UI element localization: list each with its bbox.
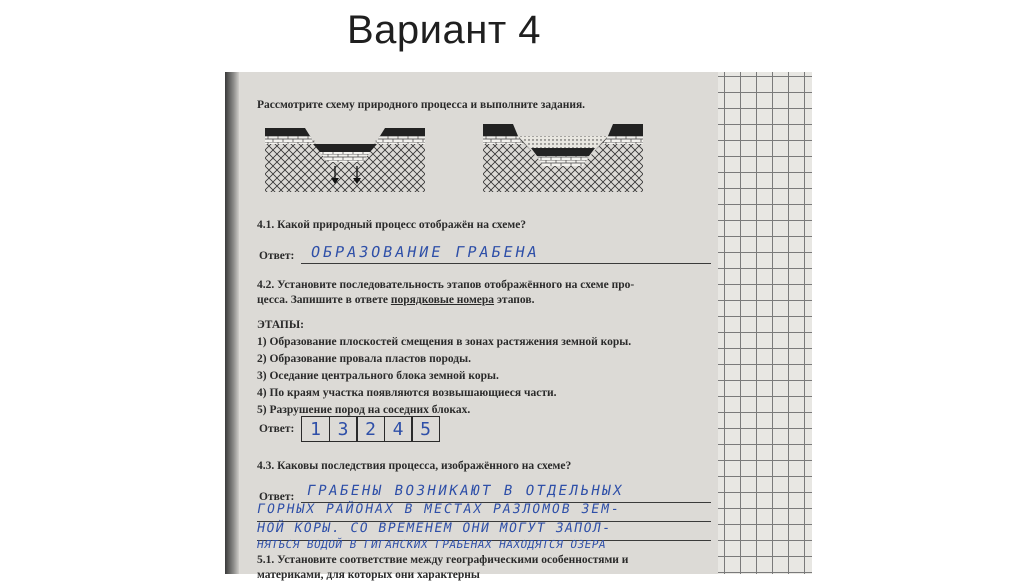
answer-box-4: 4 xyxy=(384,416,413,442)
scanned-worksheet xyxy=(225,72,812,581)
q43-answer-label: Ответ: xyxy=(259,491,295,503)
q41-question: 4.1. Какой природный процесс отображён на схеме? xyxy=(257,219,527,231)
q51-question-line1: 5.1. Установите соответствие между географическими особенностями и xyxy=(257,554,629,566)
q42-stages-heading: ЭТАПЫ: xyxy=(257,319,304,331)
q42-answer-label: Ответ: xyxy=(259,423,295,435)
q42-stage-2: 2) Образование провала пластов породы. xyxy=(257,353,471,365)
q42-question-line1: 4.2. Установите последовательность этапов отображённого на схеме про- xyxy=(257,279,635,291)
answer-box-5: 5 xyxy=(411,416,440,442)
graph-paper-margin xyxy=(718,72,812,574)
q43-question: 4.3. Каковы последствия процесса, изображённого на схеме? xyxy=(257,460,572,472)
slide-title: Вариант 4 xyxy=(347,8,542,52)
graben-diagram-before xyxy=(265,118,425,192)
answer-box-1: 1 xyxy=(301,416,330,442)
q43-handwritten-line-3: НОЙ КОРЫ. СО ВРЕМЕНЕМ ОНИ МОГУТ ЗАПОЛ- xyxy=(255,521,613,536)
answer-box-2: 3 xyxy=(329,416,358,442)
q42-question-line2-b: этапов. xyxy=(496,294,535,306)
q42-stage-4: 4) По краям участка появляются возвышающиеся части. xyxy=(257,387,557,399)
q42-stage-3: 3) Оседание центрального блока земной коры. xyxy=(257,370,499,382)
q42-stage-1: 1) Образование плоскостей смещения в зонах растяжения земной коры. xyxy=(257,336,632,348)
q41-handwritten-answer: ОБРАЗОВАНИЕ ГРАБЕНА xyxy=(309,243,542,261)
q42-stage-5: 5) Разрушение пород на соседних блоках. xyxy=(257,404,471,416)
q43-handwritten-line-4: НЯТЬСЯ ВОДОЙ В ГИГАНСКИХ ГРАБЕНАХ НАХОДЯТСЯ ОЗЕРА xyxy=(255,538,608,551)
q42-question-emphasis: порядковые номера xyxy=(390,294,495,306)
q42-question-line2-a: цесса. Запишите в ответе xyxy=(257,294,389,306)
q43-handwritten-line-1: ГРАБЕНЫ ВОЗНИКАЮТ В ОТДЕЛЬНЫХ xyxy=(305,483,626,499)
answer-box-3: 2 xyxy=(356,416,385,442)
q51-question-line2: материками, для которых они характерны xyxy=(257,569,480,581)
q41-answer-line xyxy=(301,263,711,264)
q43-handwritten-line-2: ГОРНЫХ РАЙОНАХ В МЕСТАХ РАЗЛОМОВ ЗЕМ- xyxy=(255,502,622,517)
worksheet-page xyxy=(243,72,718,581)
task4-intro: Рассмотрите схему природного процесса и выполните задания. xyxy=(257,99,586,111)
q42-answer-boxes xyxy=(301,416,439,442)
q42-question-line2 xyxy=(257,293,534,307)
q41-answer-label: Ответ: xyxy=(259,250,295,262)
graben-diagram-after xyxy=(483,118,643,192)
page-binding-shadow xyxy=(225,72,239,574)
